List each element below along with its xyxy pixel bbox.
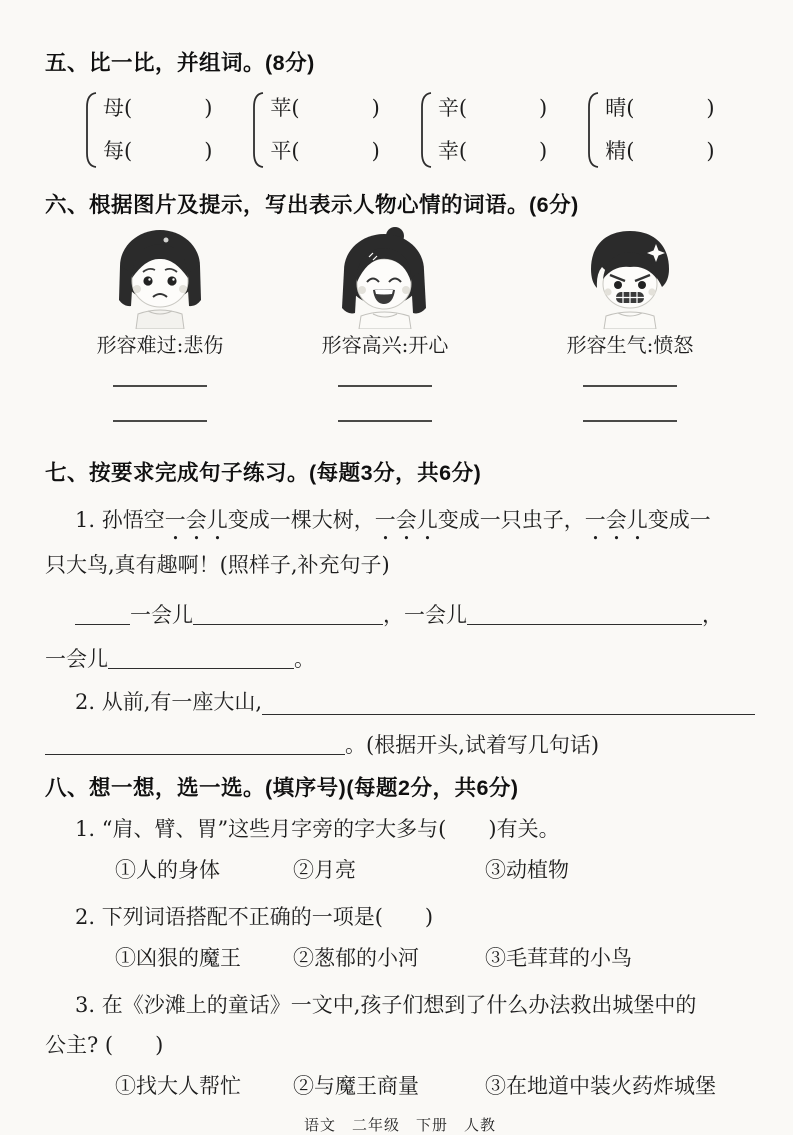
section8-q2-stem: 2. 下列词语搭配不正确的一项是( ) — [75, 905, 434, 929]
char: 苹 — [270, 96, 292, 120]
paren-open: ( — [458, 139, 468, 163]
char: 晴 — [605, 96, 627, 120]
text-run: ， — [702, 603, 723, 627]
paren-open: ( — [626, 139, 635, 163]
section8-title: 八、想一想，选一选。(填序号)(每题2分，共6分) — [45, 776, 519, 800]
paren-close: ) — [204, 96, 213, 120]
brace-icon — [585, 90, 600, 170]
q1-answer-line2 — [45, 637, 755, 681]
option-3: ③动植物 — [485, 858, 569, 882]
answer-blank — [583, 420, 677, 422]
brace-icon — [250, 90, 265, 170]
pair-row — [103, 136, 212, 167]
paren-close: ) — [706, 96, 715, 120]
option-3: ③毛茸茸的小鸟 — [485, 946, 632, 970]
emphasized-run: 一会儿 — [584, 508, 648, 532]
answer-blank — [113, 385, 207, 387]
paren-open: ( — [124, 139, 133, 163]
paren-close: ) — [371, 139, 380, 163]
answer-blank — [108, 646, 294, 669]
option-2: ②与魔王商量 — [293, 1074, 419, 1098]
text-run: 2. 从前,有一座大山, — [75, 690, 263, 714]
emotion-item-happy — [280, 224, 490, 422]
paren-close: ) — [204, 139, 213, 163]
q2-line1 — [45, 681, 755, 723]
answer-blank — [467, 602, 702, 625]
text-run: 一会儿 — [130, 603, 193, 627]
pair-row — [605, 136, 714, 167]
text-run: 。(根据开头,试着写几句话) — [345, 733, 600, 757]
char: 幸 — [437, 139, 459, 163]
section7-q1-text — [45, 500, 755, 585]
emotion-caption: 形容生气:愤怒 — [566, 333, 694, 357]
char: 每 — [103, 139, 124, 163]
paren-open: ( — [291, 96, 300, 120]
section7-title: 七、按要求完成句子练习。(每题3分，共6分) — [45, 461, 482, 485]
char: 母 — [103, 96, 124, 120]
text-run: 变成一棵大树， — [227, 508, 375, 532]
text-run: 变成一只虫子， — [437, 508, 585, 532]
brace-icon — [83, 90, 98, 170]
paren-close: ) — [371, 96, 380, 120]
pair-row — [103, 93, 212, 124]
q3-stem-line1: 3. 在《沙滩上的童话》一文中,孩子们想到了什么办法救出城堡中的 — [75, 993, 697, 1017]
text-run: 。 — [294, 647, 315, 671]
q1-answer-line1 — [45, 593, 755, 637]
text-run: 一会儿 — [45, 647, 108, 671]
answer-blank — [75, 602, 130, 625]
paren-open: ( — [291, 139, 300, 163]
section6-row — [45, 224, 755, 422]
answer-blank — [262, 692, 755, 715]
option-2: ②月亮 — [293, 858, 356, 882]
paren-open: ( — [458, 96, 468, 120]
option-1: ①人的身体 — [115, 858, 220, 882]
option-2: ②葱郁的小河 — [293, 946, 419, 970]
word-pair — [250, 90, 379, 170]
section8-q3-options — [115, 1065, 755, 1107]
angry-boy-face-image — [570, 224, 690, 329]
pair-row — [270, 93, 379, 124]
answer-blank — [45, 732, 345, 755]
section8-q3-stem — [45, 985, 755, 1065]
paren-close: ) — [706, 139, 715, 163]
paren-open: ( — [626, 96, 635, 120]
text-run: ，一会儿 — [383, 603, 467, 627]
text-run: 1. 孙悟空 — [75, 508, 165, 532]
section8-q2-options — [115, 937, 755, 979]
answer-blank — [338, 420, 432, 422]
word-pair — [418, 90, 547, 170]
char: 精 — [605, 139, 627, 163]
option-3: ③在地道中装火药炸城堡 — [485, 1074, 716, 1098]
emotion-caption: 形容难过:悲伤 — [96, 333, 224, 357]
emotion-item-sad — [55, 224, 265, 422]
option-1: ①找大人帮忙 — [115, 1074, 241, 1098]
pair-row — [270, 136, 379, 167]
section8-q1-stem: 1. “肩、臂、胃”这些月字旁的字大多与( )有关。 — [75, 817, 560, 841]
word-pair — [585, 90, 714, 170]
section5-pairs — [83, 90, 755, 170]
emotion-caption: 形容高兴:开心 — [321, 333, 449, 357]
section6-title: 六、根据图片及提示，写出表示人物心情的词语。(6分) — [45, 193, 579, 217]
page-footer: 语文 二年级 下册 人教 — [303, 1116, 496, 1134]
q2-line2 — [45, 723, 755, 767]
answer-blank — [583, 385, 677, 387]
emotion-item-angry — [520, 224, 740, 422]
char: 辛 — [437, 96, 459, 120]
emphasized-run: 一会儿 — [374, 508, 438, 532]
brace-icon — [418, 90, 433, 170]
happy-girl-face-image — [325, 224, 445, 329]
text-run: 变成一 — [647, 508, 711, 532]
paren-close: ) — [539, 139, 548, 163]
q1-line1 — [45, 500, 755, 545]
sad-girl-face-image — [100, 224, 220, 329]
q1-line2: 只大鸟,真有趣啊！(照样子,补充句子) — [45, 553, 390, 577]
paren-close: ) — [539, 96, 548, 120]
q3-stem-line2: 公主? ( ) — [45, 1033, 164, 1057]
answer-blank — [193, 602, 383, 625]
word-pair — [83, 90, 212, 170]
answer-blank — [338, 385, 432, 387]
pair-row — [438, 93, 547, 124]
emphasized-run: 一会儿 — [164, 508, 228, 532]
paren-open: ( — [124, 96, 133, 120]
option-1: ①凶狠的魔王 — [115, 946, 241, 970]
char: 平 — [270, 139, 292, 163]
section8-q1-options — [115, 849, 755, 891]
answer-blank — [113, 420, 207, 422]
pair-row — [438, 136, 547, 167]
section5-title: 五、比一比，并组词。(8分) — [45, 51, 315, 75]
pair-row — [605, 93, 714, 124]
